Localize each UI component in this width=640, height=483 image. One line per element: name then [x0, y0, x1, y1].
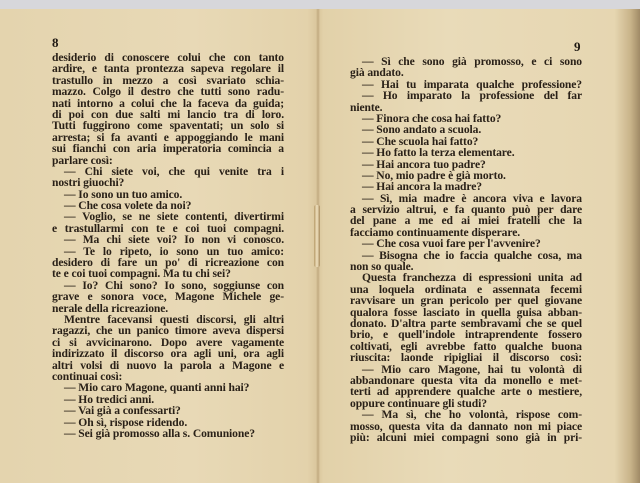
text-line: qualora fosse lasciato in quella guisa abban- [350, 305, 582, 319]
dialogue-line: — Sì che sono già promosso, e ci sono [362, 55, 582, 68]
text-line: desiderio di conoscere colui che con tanto [52, 51, 284, 64]
text-line: parlare così: [52, 153, 113, 167]
binding-staple [314, 205, 320, 267]
dialogue-line: — Vai già a confessarti? [64, 404, 181, 418]
dialogue-line: — Che cosa volete da noi? [64, 199, 192, 213]
text-line: più: alcuni miei compagni sono già in pri- [350, 430, 582, 444]
text-line: niente. [350, 100, 383, 114]
text-line: altri volsi di nuovo la parola a Magone e [52, 358, 284, 372]
text-line: ragazzi, che un panico timore aveva dispersi [52, 324, 284, 338]
text-line: già andato. [350, 66, 404, 80]
dialogue-line: — Finora che cosa hai fatto? [362, 111, 502, 125]
text-line: desidero di fare un po' di ricreazione con [52, 256, 284, 270]
dialogue-line: — Hai ancora la madre? [362, 180, 482, 194]
text-line: una loquela ordinata e assennata fecemi [350, 282, 582, 296]
dialogue-line: — Io? Chi sono? Io sono, soggiunse con [64, 278, 284, 292]
text-line: del pane a me ed ai miei fratelli che la [350, 214, 582, 228]
text-line: terti ad apprendere qualche arte o mestiere, [350, 385, 582, 399]
page-number-right: 9 [574, 39, 581, 54]
dialogue-line: — Ho imparato la professione del far [362, 89, 582, 103]
text-line: sui fianchi con aria imperatoria comincia a [52, 142, 284, 156]
dialogue-line: — Mio caro Magone, quanti anni hai? [64, 381, 250, 395]
dialogue-line: — Hai ancora tuo padre? [362, 157, 486, 171]
left-page-text [52, 52, 284, 439]
text-line: nati intorno a colui che la faceva da guida; [52, 96, 284, 110]
text-line: ravvisare un gran pericolo per quel giovane [350, 294, 582, 308]
dialogue-line: — Bisogna che io faccia qualche cosa, ma [362, 248, 582, 262]
text-line: nostri giuochi? [52, 176, 125, 190]
text-line: ardire, e tanta prontezza sapeva regolare il [52, 62, 284, 76]
text-line: coltivati, egli avrebbe fatto qualche buona [350, 339, 582, 353]
text-line: facciamo continuamente disperare. [350, 225, 521, 239]
dialogue-line: — Io sono un tuo amico. [64, 187, 183, 201]
text-line: continuai così: [52, 369, 123, 383]
text-line: arresta; si fa avanti e appoggiando le mani [52, 130, 284, 144]
dialogue-line: — Sono andato a scuola. [362, 123, 482, 137]
text-line: ci si avvicinarono. Dopo avere vagamente [52, 335, 284, 349]
text-line: oppure continuare gli studi? [350, 396, 487, 410]
text-line: brio, e quell'indole intraprendente fossero [350, 328, 582, 342]
text-line: donato. D'altra parte sembravami che se quel [350, 316, 582, 330]
text-line: e trastullarmi con te e coi tuoi compagni. [52, 221, 284, 235]
dialogue-line: — Ho fatto la terza elementare. [362, 146, 515, 160]
text-line: nerale della ricreazione. [52, 301, 169, 315]
dialogue-line: — Che scuola hai fatto? [362, 134, 479, 148]
text-line: abbandonare questa vita da monello e met- [350, 373, 582, 387]
right-page-text [350, 56, 582, 443]
page-number-left: 8 [52, 35, 59, 50]
text-line: indirizzato il discorso ora agli uni, ora agli [52, 347, 284, 361]
dialogue-line: — Ho tredici anni. [64, 392, 155, 406]
text-line: a servizio altrui, e fa quanto può per dare [350, 203, 582, 217]
paragraph-start-line: Questa franchezza di espressioni unita ad [362, 271, 582, 285]
text-line: mazzo. Colgo il destro che tutti sono radu- [52, 85, 284, 99]
text-line: riuscita: laonde ripigliai il discorso così: [350, 351, 582, 365]
dialogue-line: — Oh sì, rispose ridendo. [64, 415, 188, 429]
text-line: grave e sonora voce, Magone Michele ge- [52, 290, 284, 304]
dialogue-line: — Voglio, se ne siete contenti, divertirmi [64, 210, 284, 224]
text-line: Tutti fuggirono come spaventati; un solo si [52, 119, 284, 133]
paragraph-start-line: Mentre facevansi questi discorsi, gli altri [64, 312, 284, 326]
dialogue-line: — Te lo ripeto, io sono un tuo amico: [64, 244, 284, 258]
dialogue-line: — Sì, mia madre è ancora viva e lavora [362, 191, 582, 205]
dialogue-line: — Hai tu imparata qualche professione? [362, 77, 582, 91]
dialogue-line: — Ma sì, che ho volontà, rispose com- [362, 408, 582, 422]
text-line: te e coi tuoi compagni. Ma tu chi sei? [52, 267, 231, 281]
dialogue-line: — Sei già promosso alla s. Comunione? [64, 426, 255, 440]
text-line: di poi con due salti mi lancio tra di loro. [52, 107, 284, 121]
dialogue-line: — Chi siete voi, che qui venite tra i [64, 164, 284, 178]
text-line: trastullo in mezzo a così svariato schia- [52, 73, 284, 87]
text-line: non so quale. [350, 260, 414, 274]
dialogue-line: — Che cosa vuoi fare per l'avvenire? [362, 237, 541, 251]
dialogue-line: — No, mio padre è già morto. [362, 168, 506, 182]
text-line: mosso, questa vita da dannato non mi piace [350, 419, 582, 433]
dialogue-line: — Mio caro Magone, hai tu volontà di [362, 362, 582, 376]
dialogue-line: — Ma chi siete voi? Io non vi conosco. [64, 233, 284, 247]
